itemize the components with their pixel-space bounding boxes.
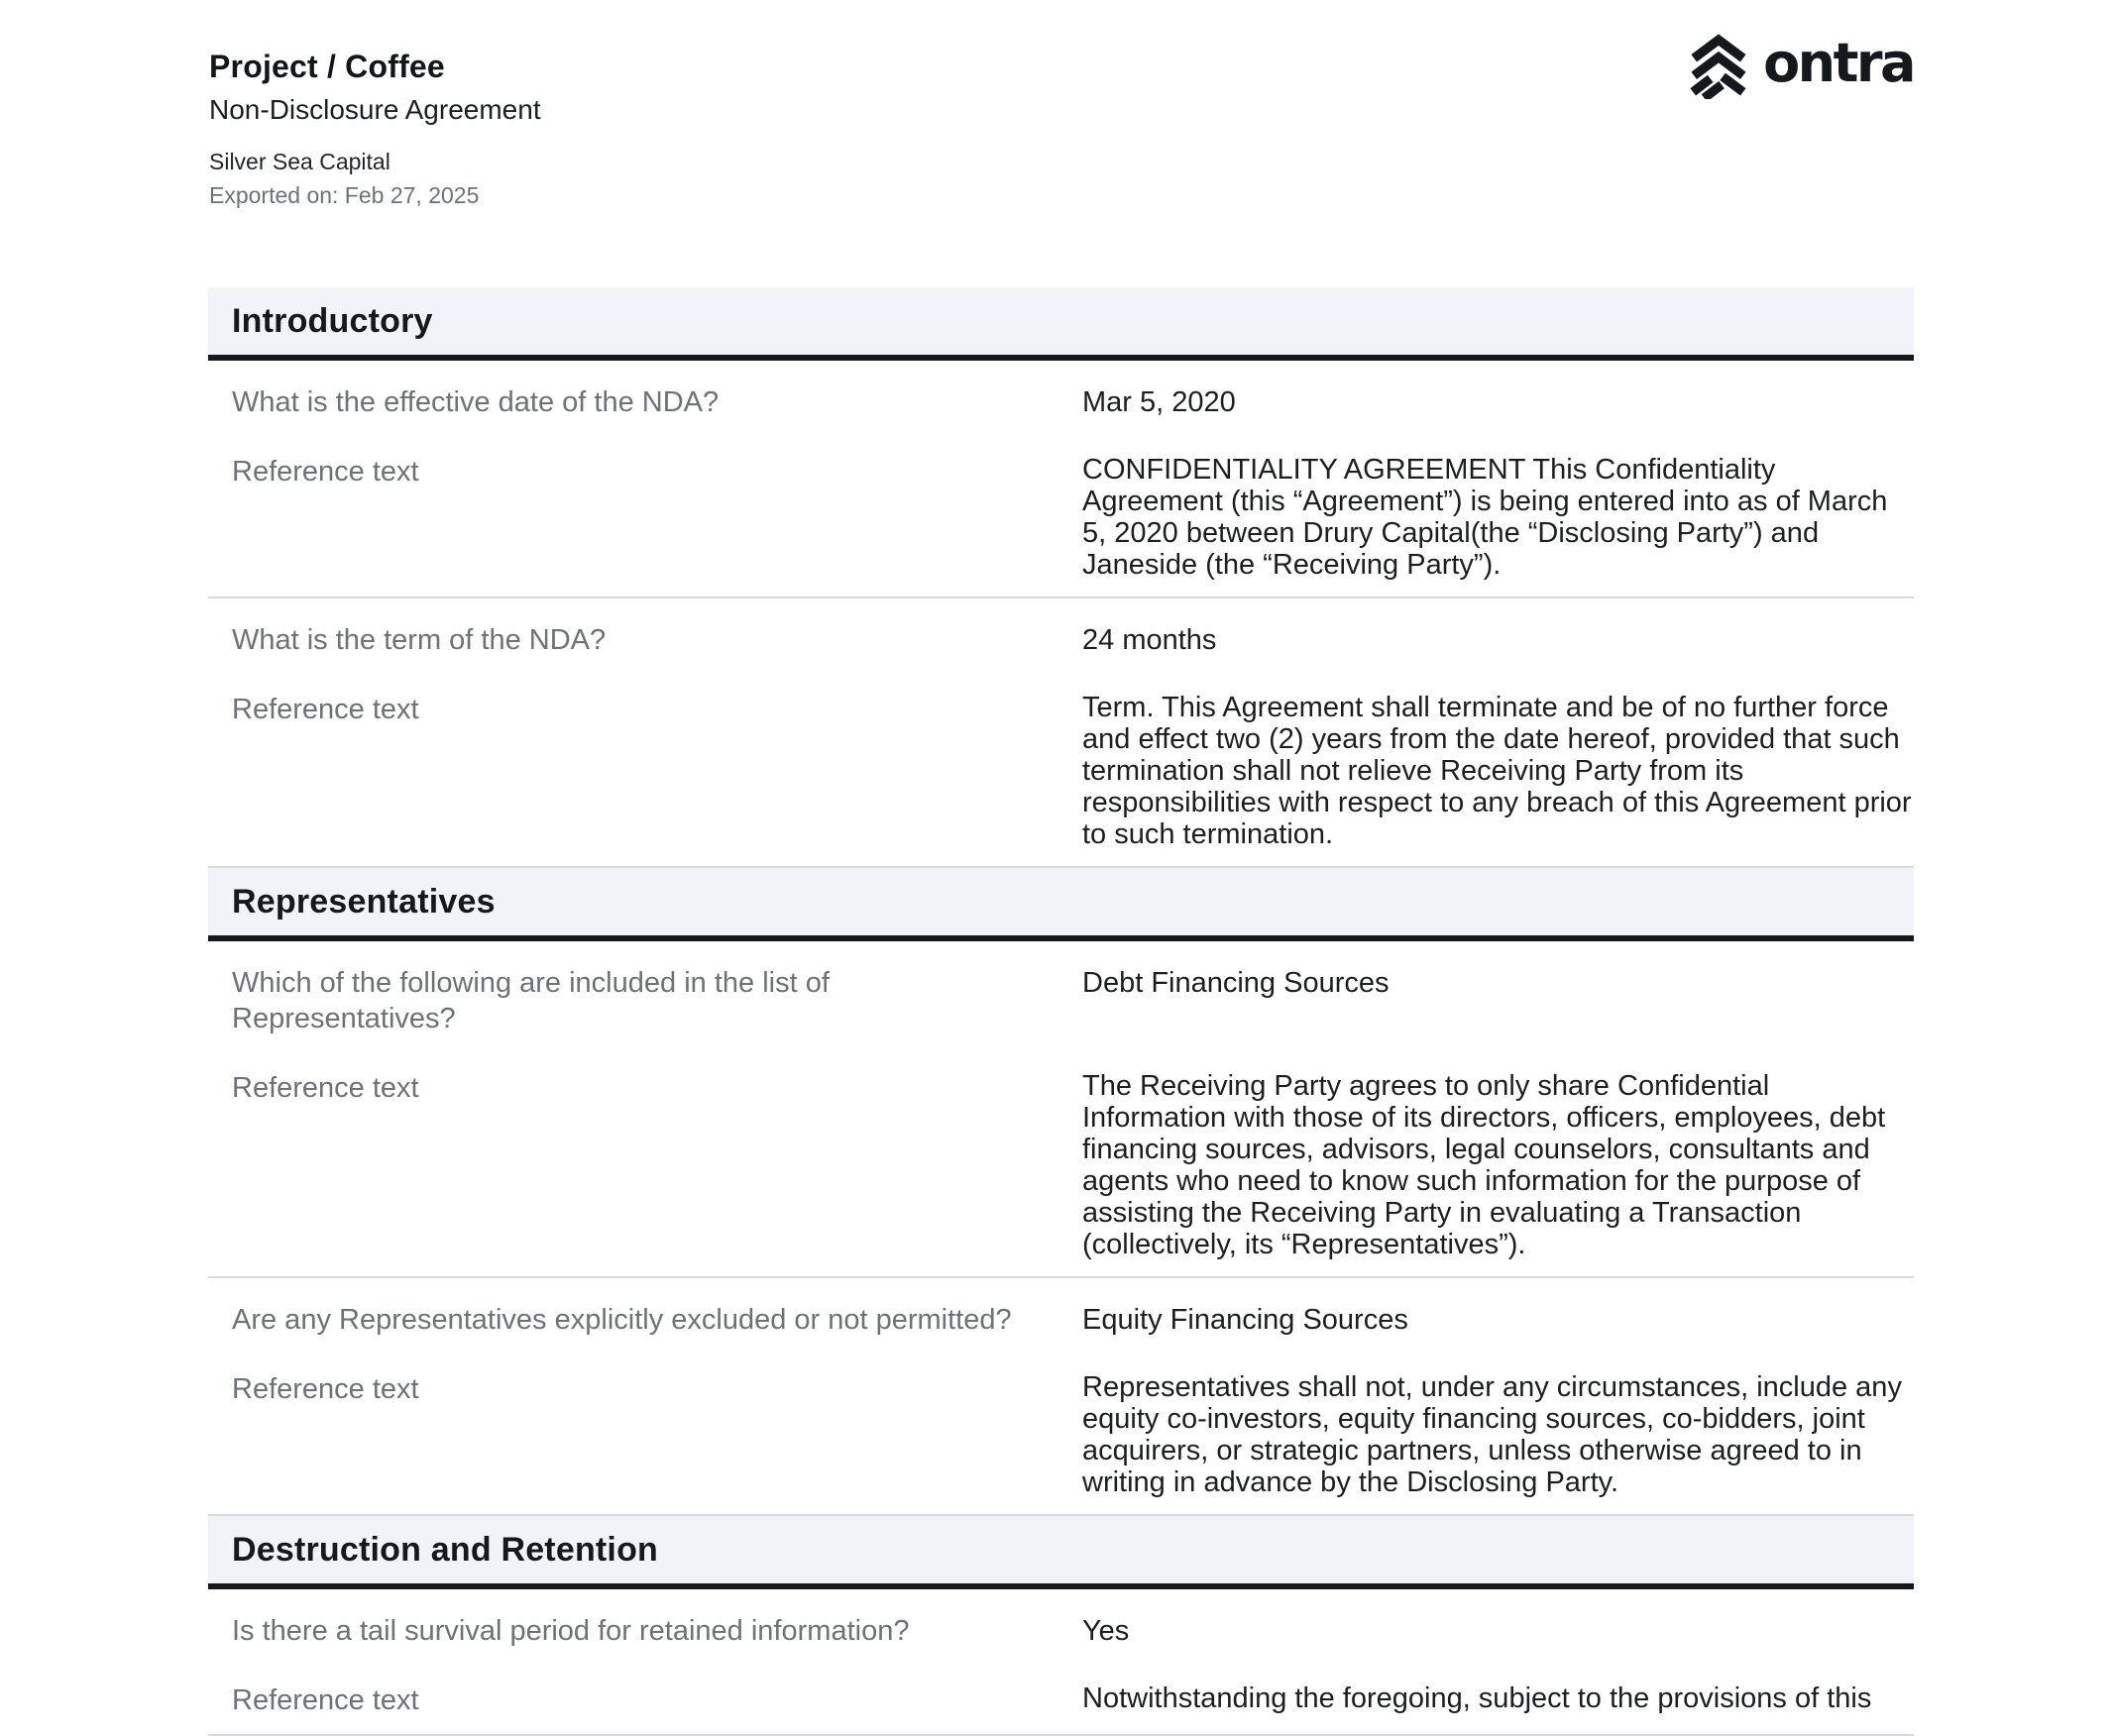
reference-label: Reference text: [232, 694, 419, 725]
qa-row-representatives-included: [208, 941, 1914, 1278]
ontra-wordmark: ontra: [1763, 32, 1914, 94]
question-text: Is there a tail survival period for retained information?: [232, 1615, 910, 1647]
section-header-band: [208, 1516, 1914, 1589]
section-header-band: [208, 868, 1914, 941]
section-destruction-and-retention: [208, 1516, 1914, 1736]
reference-label: Reference text: [232, 1072, 419, 1104]
section-introductory: [208, 287, 1914, 868]
section-header-band: [208, 287, 1914, 361]
qa-table: [208, 287, 1914, 1736]
document-header: [209, 32, 1914, 209]
question-text: Which of the following are included in the list of Representatives?: [232, 967, 830, 1034]
section-representatives: [208, 868, 1914, 1516]
section-title: Introductory: [232, 301, 433, 340]
document-type: Non-Disclosure Agreement: [209, 94, 541, 125]
export-date: Exported on: Feb 27, 2025: [209, 182, 480, 208]
section-title: Representatives: [232, 882, 496, 921]
qa-row-tail-survival: [208, 1589, 1914, 1736]
question-text: What is the effective date of the NDA?: [232, 386, 720, 418]
qa-row-term: [208, 598, 1914, 868]
organization-name: Silver Sea Capital: [209, 149, 390, 174]
ontra-logo: [1688, 34, 1914, 99]
answer-text: Equity Financing Sources: [1082, 1304, 1408, 1336]
reference-label: Reference text: [232, 456, 419, 488]
reference-text: Term. This Agreement shall terminate and be of no further force and effect two (2) years from the date hereof, provided that such termination shall not relieve Receiving Party from its responsibilities with respect to any breach of this Agreement prior to such termination.: [1082, 692, 1912, 850]
qa-row-effective-date: [208, 361, 1914, 598]
answer-text: 24 months: [1082, 624, 1217, 656]
answer-text: Mar 5, 2020: [1082, 386, 1236, 418]
reference-label: Reference text: [232, 1373, 419, 1405]
reference-text: Notwithstanding the foregoing, subject to the provisions of this: [1082, 1682, 1872, 1714]
page-title: Project / Coffee: [209, 49, 445, 84]
answer-text: Debt Financing Sources: [1082, 967, 1390, 999]
question-text: What is the term of the NDA?: [232, 624, 607, 656]
reference-text: Representatives shall not, under any circumstances, include any equity co-investors, equity financing sources, co-bidders, joint acquirers, or strategic partners, unless otherwise agreed to in writing in advance by the Disclosing Party.: [1082, 1371, 1902, 1498]
reference-label: Reference text: [232, 1684, 419, 1716]
qa-row-representatives-excluded: [208, 1278, 1914, 1516]
question-text: Are any Representatives explicitly excluded or not permitted?: [232, 1304, 1012, 1336]
answer-text: Yes: [1082, 1615, 1130, 1647]
ontra-chevrons-icon: [1688, 34, 1749, 99]
reference-text: CONFIDENTIALITY AGREEMENT This Confidentiality Agreement (this “Agreement”) is being entered into as of March 5, 2020 between Drury Capital(the “Disclosing Party”) and Janeside (the “Receiving Party”).: [1082, 454, 1888, 581]
reference-text: The Receiving Party agrees to only share Confidential Information with those of its directors, officers, employees, debt financing sources, advisors, legal counselors, consultants and agents who need to know such information for the purpose of assisting the Receiving Party in evaluating a Transaction (collectively, its “Representatives”).: [1082, 1070, 1886, 1260]
section-title: Destruction and Retention: [232, 1530, 659, 1569]
